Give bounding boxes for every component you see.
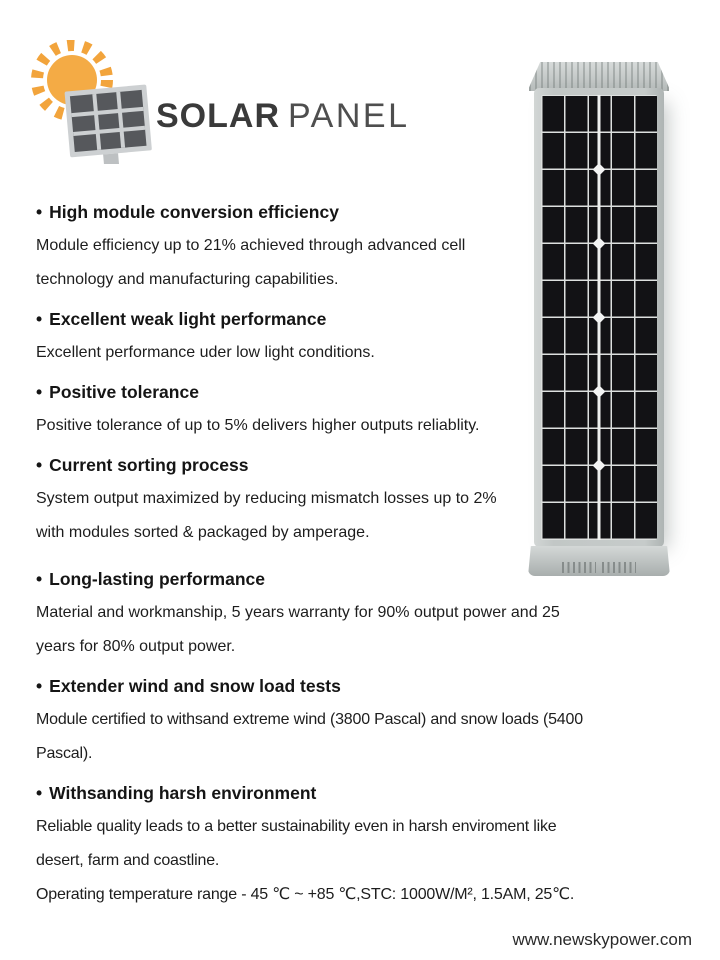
feature-body-line: years for 80% output power. [36,638,236,655]
feature-body-line: Positive tolerance of up to 5% delivers higher outputs reliablity. [36,417,480,434]
feature-list [36,195,696,912]
feature-section-conversion-efficiency [36,195,696,297]
busbar-node [593,163,606,176]
feature-body-line: Reliable quality leads to a better sustainability even in harsh enviroment like [36,818,557,835]
feature-heading-text: Current sorting process [49,455,249,475]
feature-section-long-lasting [36,562,696,664]
logo-title-solar: SOLAR [156,97,280,135]
feature-body-line: Material and workmanship, 5 years warranty for 90% output power and 25 [36,604,560,621]
feature-body-line: Module efficiency up to 21% achieved through advanced cell [36,237,466,254]
feature-body-line: technology and manufacturing capabilities. [36,271,339,288]
footer [512,930,692,950]
feature-heading-text: Withsanding harsh environment [49,783,317,803]
feature-heading [36,448,696,482]
feature-section-wind-snow-load [36,669,696,771]
feature-body-line: Module certified to withsand extreme wind (3800 Pascal) and snow loads (5400 [36,711,583,728]
feature-heading [36,562,696,596]
feature-body-line: with modules sorted & packaged by amperage. [36,524,370,541]
feature-body-line: desert, farm and coastline. [36,852,220,869]
feature-heading [36,669,696,703]
logo-title-panel: PANEL [288,97,410,135]
logo-title [156,96,409,136]
feature-body-line: System output maximized by reducing mismatch losses up to 2% [36,490,497,507]
logo [30,40,460,165]
bullet: • [36,676,43,696]
panel-top-cap [529,62,669,91]
bullet: • [36,783,43,803]
website-url: www.newskypower.com [512,930,692,949]
feature-section-current-sorting [36,448,696,550]
feature-body-line: Operating temperature range - 45 ℃ ~ +85 ℃,STC: 1000W/M², 1.5AM, 25℃. [36,886,575,903]
feature-heading [36,302,696,336]
feature-heading [36,195,696,229]
feature-heading-text: Excellent weak light performance [49,309,327,329]
bullet: • [36,382,43,402]
bullet: • [36,455,43,475]
bullet: • [36,569,43,589]
feature-body-line: Excellent performance uder low light conditions. [36,344,375,361]
feature-body-line: Pascal). [36,745,93,762]
feature-heading [36,776,696,810]
feature-section-harsh-environment [36,776,696,912]
bullet: • [36,202,43,222]
sun-and-solar-panel-icon [30,40,154,164]
feature-heading [36,375,696,409]
feature-heading-text: Long-lasting performance [49,569,265,589]
feature-section-weak-light [36,302,696,370]
feature-heading-text: High module conversion efficiency [49,202,339,222]
bullet: • [36,309,43,329]
feature-heading-text: Positive tolerance [49,382,199,402]
feature-section-positive-tolerance [36,375,696,443]
feature-heading-text: Extender wind and snow load tests [49,676,341,696]
